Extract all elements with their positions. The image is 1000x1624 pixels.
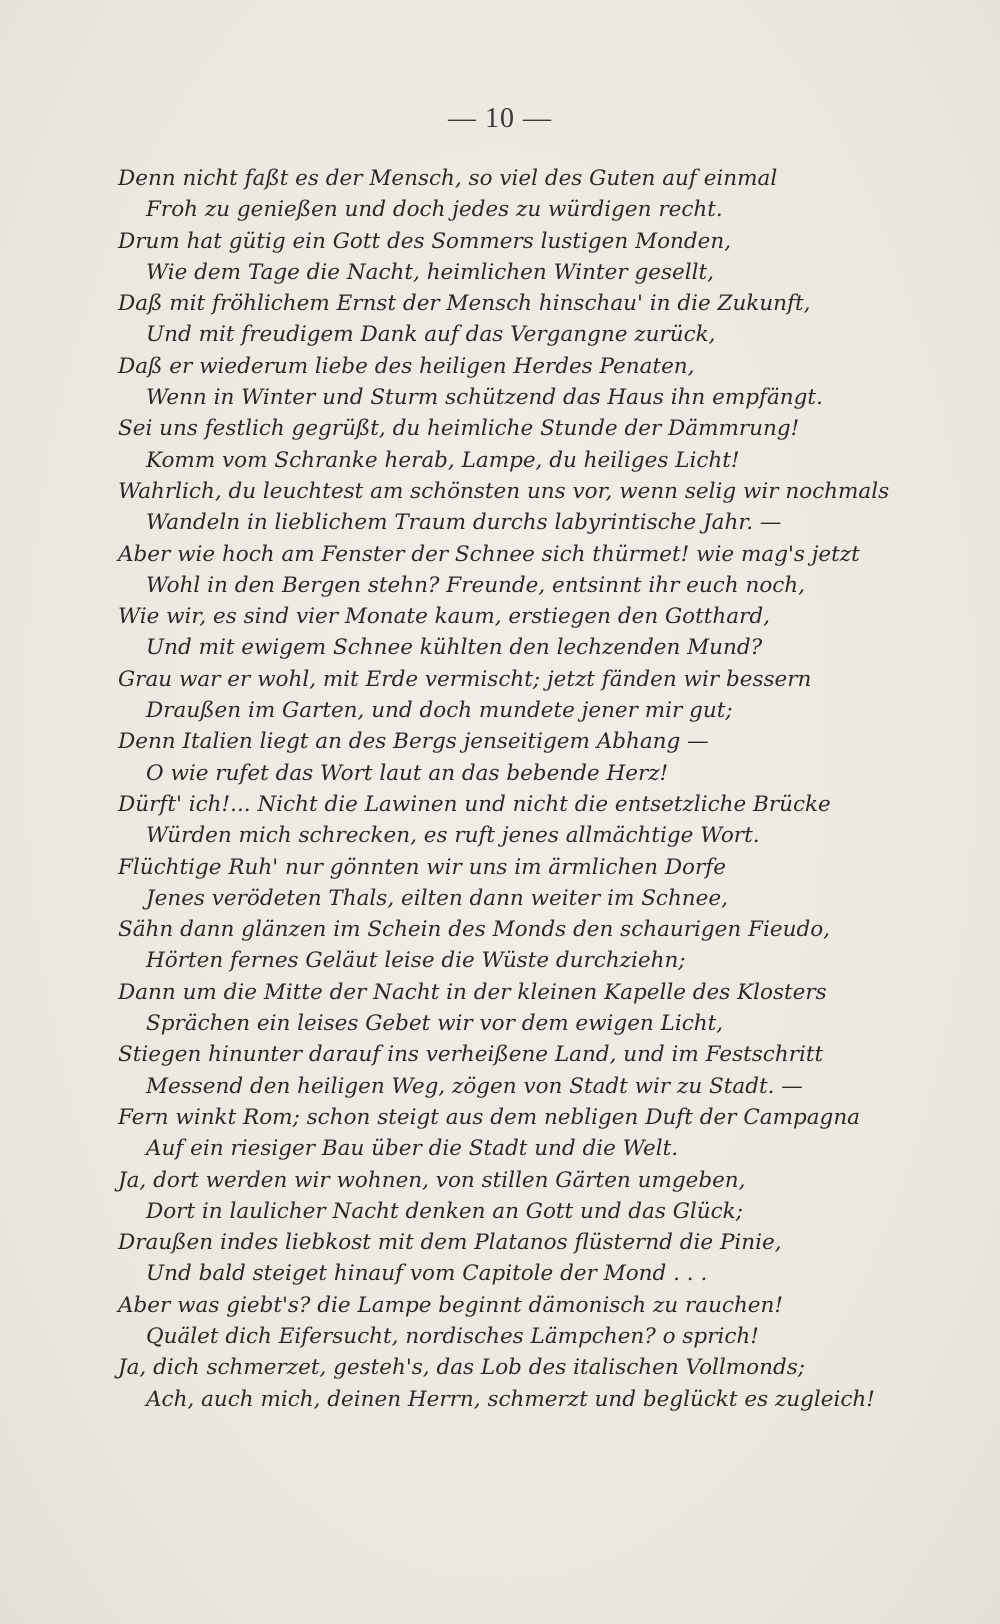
poem-line: Denn nicht faßt es der Mensch, so viel des Guten auf einmal xyxy=(118,166,778,191)
poem-line: Wohl in den Bergen stehn? Freunde, entsinnt ihr euch noch, xyxy=(146,572,805,598)
poem-line: Quälet dich Eifersucht, nordisches Lämpchen? o sprich! xyxy=(146,1323,759,1349)
poem-line: O wie rufet das Wort laut an das bebende Herz! xyxy=(146,760,669,786)
poem-line: Grau war er wohl, mit Erde vermischt; jetzt fänden wir bessern xyxy=(118,666,812,692)
poem-line: Aber was giebt's? die Lampe beginnt dämonisch zu rauchen! xyxy=(118,1292,784,1318)
poem-line: Auf ein riesiger Bau über die Stadt und die Welt. xyxy=(146,1136,679,1162)
poem-line: Fern winkt Rom; schon steigt aus dem nebligen Duft der Campagna xyxy=(118,1104,860,1130)
poem-line: Draußen im Garten, und doch mundete jener mir gut; xyxy=(146,698,733,724)
poem-line: Jenes verödeten Thals, eilten dann weiter im Schnee, xyxy=(146,885,728,911)
poem-line: Messend den heiligen Weg, zögen von Stadt wir zu Stadt. — xyxy=(146,1073,803,1099)
poem-line: Dürft' ich!... Nicht die Lawinen und nicht die entsetzliche Brücke xyxy=(118,791,831,817)
poem-text xyxy=(118,163,948,1415)
poem-line: Froh zu genießen und doch jedes zu würdigen recht. xyxy=(146,197,723,223)
poem-line: Komm vom Schranke herab, Lampe, du heiliges Licht! xyxy=(146,447,740,473)
poem-line: Sei uns festlich gegrüßt, du heimliche Stunde der Dämmrung! xyxy=(118,416,800,442)
poem-line: Und mit ewigem Schnee kühlten den lechzenden Mund? xyxy=(146,635,763,661)
poem-line: Wahrlich, du leuchtest am schönsten uns vor, wenn selig wir nochmals xyxy=(118,478,890,504)
poem-line: Drum hat gütig ein Gott des Sommers lustigen Monden, xyxy=(118,228,732,254)
poem-line: Aber wie hoch am Fenster der Schnee sich thürmet! wie mag's jetzt xyxy=(118,541,860,567)
page-number: — 10 — xyxy=(448,103,552,134)
poem-line: Wandeln in lieblichem Traum durchs labyrintische Jahr. — xyxy=(146,510,782,536)
poem-line: Und mit freudigem Dank auf das Vergangne zurück, xyxy=(146,322,716,348)
poem-line: Ach, auch mich, deinen Herrn, schmerzt und beglückt es zugleich! xyxy=(146,1386,875,1412)
poem-line: Und bald steiget hinauf vom Capitole der Mond . . . xyxy=(146,1261,708,1287)
poem-line: Dort in laulicher Nacht denken an Gott und das Glück; xyxy=(146,1198,743,1224)
poem-line: Wie dem Tage die Nacht, heimlichen Winter gesellt, xyxy=(146,259,714,285)
poem-line: Würden mich schrecken, es ruft jenes allmächtige Wort. xyxy=(146,823,760,849)
poem-line: Wenn in Winter und Sturm schützend das Haus ihn empfängt. xyxy=(146,385,823,411)
poem-line: Dann um die Mitte der Nacht in der kleinen Kapelle des Klosters xyxy=(118,979,827,1005)
poem-line: Hörten fernes Geläut leise die Wüste durchziehn; xyxy=(146,948,686,974)
poem-line: Draußen indes liebkost mit dem Platanos flüsternd die Pinie, xyxy=(118,1230,782,1256)
poem-line: Sprächen ein leises Gebet wir vor dem ewigen Licht, xyxy=(146,1011,724,1037)
poem-line: Ja, dort werden wir wohnen, von stillen Gärten umgeben, xyxy=(118,1167,746,1193)
poem-line: Daß er wiederum liebe des heiligen Herdes Penaten, xyxy=(118,353,695,379)
poem-line: Sähn dann glänzen im Schein des Monds den schaurigen Fieudo, xyxy=(118,917,830,943)
poem-line: Daß mit fröhlichem Ernst der Mensch hinschau' in die Zukunft, xyxy=(118,291,811,317)
poem-line: Ja, dich schmerzet, gesteh's, das Lob des italischen Vollmonds; xyxy=(118,1355,805,1381)
poem-line: Stiegen hinunter darauf ins verheißene Land, und im Festschritt xyxy=(118,1042,824,1068)
poem-line: Denn Italien liegt an des Bergs jenseitigem Abhang — xyxy=(118,729,709,755)
poem-line: Wie wir, es sind vier Monate kaum, erstiegen den Gotthard, xyxy=(118,604,770,630)
poem-line: Flüchtige Ruh' nur gönnten wir uns im ärmlichen Dorfe xyxy=(118,854,726,880)
